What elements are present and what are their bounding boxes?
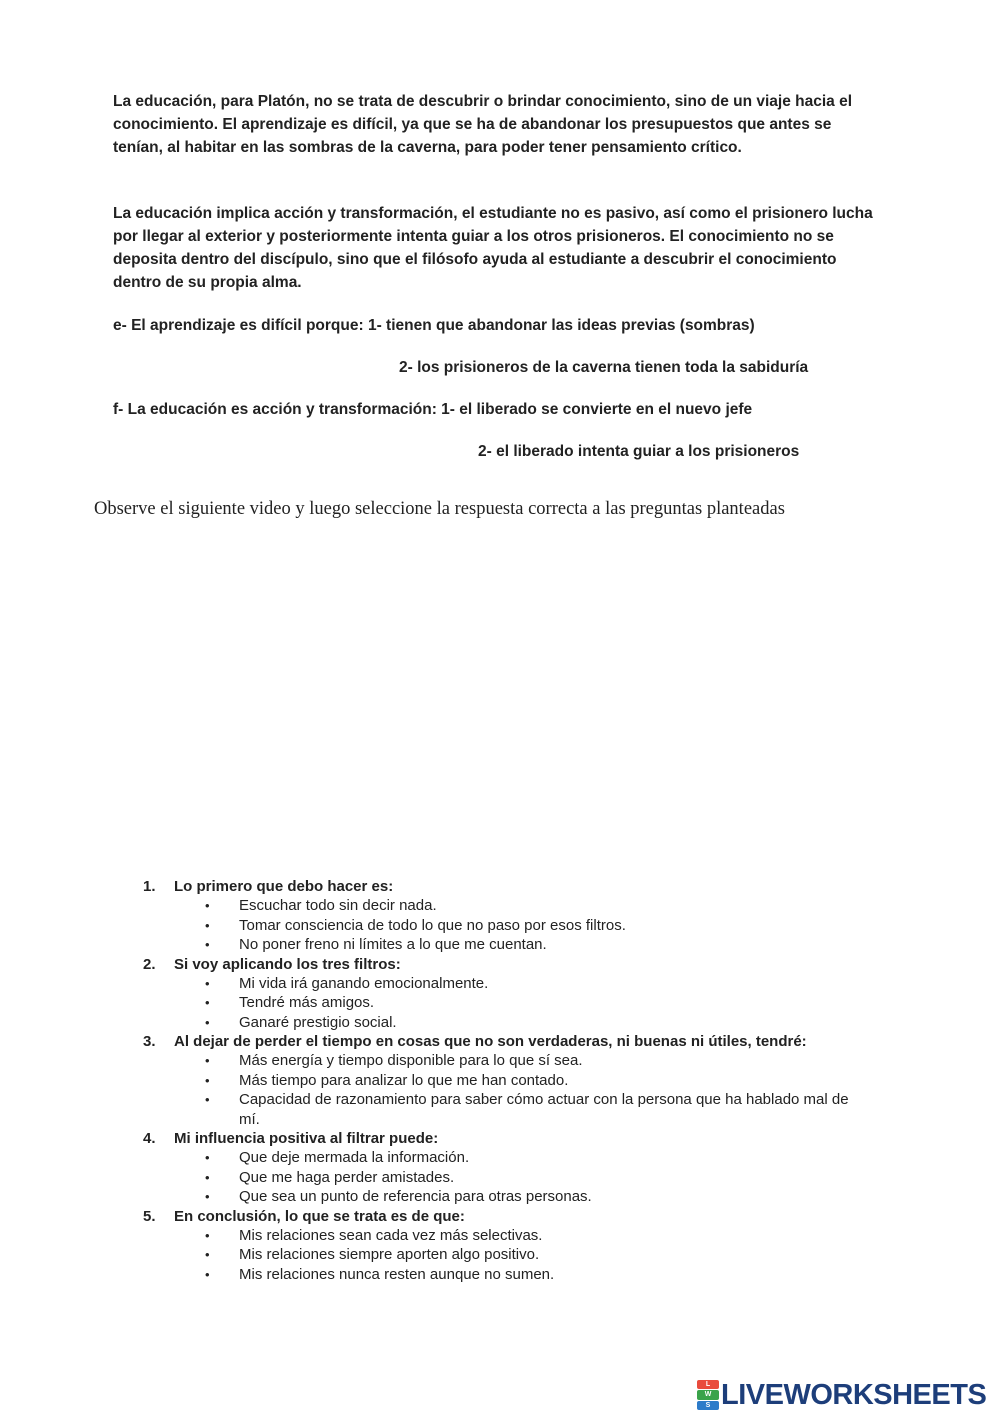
question-number: 1. bbox=[143, 878, 156, 895]
bullet-icon: • bbox=[205, 1169, 210, 1185]
answer-option bbox=[205, 1013, 873, 1033]
bullet-icon: • bbox=[205, 1150, 210, 1165]
question-text: Si voy aplicando los tres filtros: bbox=[174, 955, 401, 973]
bullet-icon: • bbox=[205, 1053, 210, 1068]
question-3 bbox=[143, 1032, 873, 1129]
quiz-questions bbox=[143, 877, 873, 1284]
logo-mark-letter: W bbox=[697, 1390, 719, 1399]
answer-option bbox=[205, 1090, 873, 1129]
question-text: Mi influencia positiva al filtrar puede: bbox=[174, 1130, 439, 1147]
question-text: Lo primero que debo hacer es: bbox=[174, 878, 394, 895]
question-2 bbox=[143, 955, 873, 1033]
answer-option bbox=[205, 916, 873, 936]
question-4 bbox=[143, 1129, 873, 1207]
option-text: Mis relaciones siempre aporten algo positivo. bbox=[239, 1246, 540, 1263]
paragraph-education-action: La educación implica acción y transformación, el estudiante no es pasivo, así como el prisionero lucha por llegar al exterior y posteriormente intenta guiar a los otros prisioneros. El conocimiento no se deposita dentro del discípulo, sino que el filósofo ayuda al estudiante a descubrir el conocimiento dentro de su propia alma. bbox=[113, 205, 873, 291]
option-text: Que deje mermada la información. bbox=[239, 1149, 470, 1166]
paragraph-education-plato: La educación, para Platón, no se trata de descubrir o brindar conocimiento, sino de un viaje hacia el conocimiento. El aprendizaje es difícil, ya que se ha de abandonar los presupuestos que antes se tenían, al habitar en las sombras de la caverna, para poder tener pensamiento crítico. bbox=[113, 93, 853, 156]
question-number: 4. bbox=[143, 1130, 156, 1147]
item-e-statement: e- El aprendizaje es difícil porque: 1- tienen que abandonar las ideas previas (sombras) bbox=[113, 317, 755, 334]
video-instruction: Observe el siguiente video y luego seleccione la respuesta correcta a las preguntas planteadas bbox=[94, 499, 785, 519]
option-text: Mis relaciones nunca resten aunque no sumen. bbox=[239, 1265, 555, 1283]
bullet-icon: • bbox=[205, 1227, 210, 1243]
answer-option bbox=[205, 896, 873, 916]
answer-option bbox=[205, 1051, 873, 1071]
question-number: 3. bbox=[143, 1033, 156, 1050]
bullet-icon: • bbox=[205, 937, 210, 952]
bullet-icon: • bbox=[205, 1072, 210, 1088]
answer-option bbox=[205, 1168, 873, 1188]
answer-option bbox=[205, 1187, 873, 1207]
bullet-icon: • bbox=[205, 1247, 210, 1262]
logo-mark-letter: L bbox=[697, 1380, 719, 1389]
logo-text: LIVEWORKSHEETS bbox=[721, 1379, 987, 1411]
question-5 bbox=[143, 1207, 873, 1285]
item-f-option-2: 2- el liberado intenta guiar a los prisioneros bbox=[478, 443, 800, 460]
option-text: Mis relaciones sean cada vez más selectivas. bbox=[239, 1226, 543, 1244]
item-f-statement: f- La educación es acción y transformación: 1- el liberado se convierte en el nuevo jefe bbox=[113, 401, 753, 418]
option-text: Escuchar todo sin decir nada. bbox=[239, 897, 437, 914]
answer-option bbox=[205, 1245, 873, 1265]
bullet-icon: • bbox=[205, 1092, 210, 1107]
option-text: Tomar consciencia de todo lo que no paso por esos filtros. bbox=[239, 916, 626, 934]
option-text: Capacidad de razonamiento para saber cómo actuar con la persona que ha hablado mal de mí. bbox=[239, 1091, 849, 1128]
option-text: Mi vida irá ganando emocionalmente. bbox=[239, 974, 489, 992]
bullet-icon: • bbox=[205, 1266, 210, 1282]
option-text: Que sea un punto de referencia para otras personas. bbox=[239, 1188, 592, 1205]
option-text: Ganaré prestigio social. bbox=[239, 1013, 397, 1031]
question-number: 2. bbox=[143, 955, 156, 973]
question-text: Al dejar de perder el tiempo en cosas que no son verdaderas, ni buenas ni útiles, tendré: bbox=[174, 1033, 807, 1050]
option-text: Tendré más amigos. bbox=[239, 994, 375, 1011]
item-e-option-2: 2- los prisioneros de la caverna tienen toda la sabiduría bbox=[399, 359, 809, 376]
answer-option bbox=[205, 974, 873, 994]
bullet-icon: • bbox=[205, 917, 210, 933]
logo-mark-letter: S bbox=[697, 1401, 719, 1410]
bullet-icon: • bbox=[205, 975, 210, 991]
answer-option bbox=[205, 993, 873, 1013]
question-text: En conclusión, lo que se trata es de que: bbox=[174, 1207, 465, 1225]
video-placeholder bbox=[94, 535, 914, 865]
answer-option bbox=[205, 1071, 873, 1091]
option-text: Que me haga perder amistades. bbox=[239, 1168, 455, 1186]
answer-option bbox=[205, 935, 873, 955]
bullet-icon: • bbox=[205, 995, 210, 1010]
answer-option bbox=[205, 1265, 873, 1285]
question-1 bbox=[143, 877, 873, 955]
liveworksheets-logo-icon bbox=[697, 1380, 719, 1410]
bullet-icon: • bbox=[205, 1014, 210, 1030]
option-text: Más tiempo para analizar lo que me han contado. bbox=[239, 1071, 569, 1089]
answer-option bbox=[205, 1226, 873, 1246]
question-number: 5. bbox=[143, 1207, 156, 1225]
option-text: No poner freno ni límites a lo que me cuentan. bbox=[239, 936, 547, 953]
bullet-icon: • bbox=[205, 898, 210, 913]
liveworksheets-logo bbox=[697, 1378, 986, 1412]
answer-option bbox=[205, 1148, 873, 1168]
option-text: Más energía y tiempo disponible para lo que sí sea. bbox=[239, 1052, 583, 1069]
bullet-icon: • bbox=[205, 1189, 210, 1204]
